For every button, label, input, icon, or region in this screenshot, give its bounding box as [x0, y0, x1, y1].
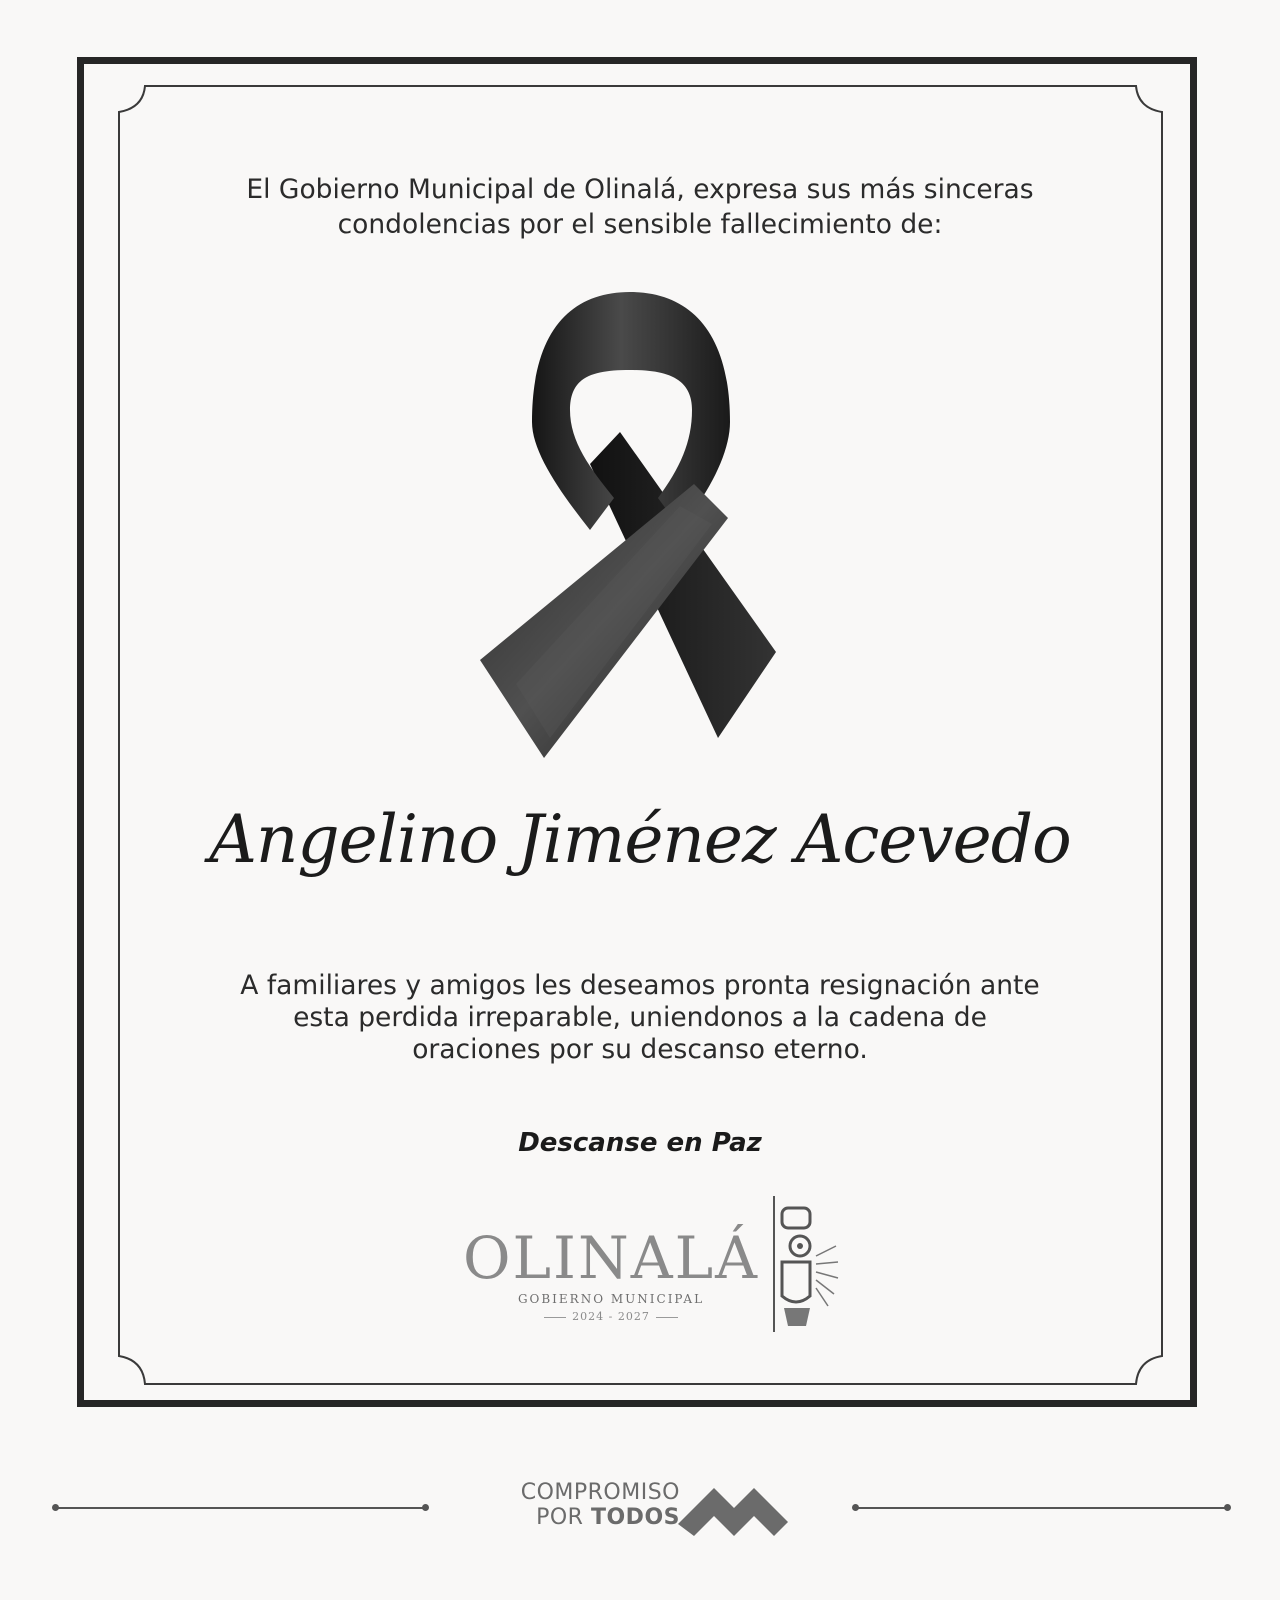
header-line-2: condolencias por el sensible fallecimiento de: — [337, 209, 943, 240]
message-line-1: A familiares y amigos les deseamos pronta resignación ante — [240, 970, 1040, 1001]
message-line-3: oraciones por su descanso eterno. — [412, 1034, 868, 1065]
compromiso-slogan — [480, 1480, 680, 1530]
footer-divider-right — [856, 1507, 1228, 1509]
slogan-line-1: COMPROMISO — [520, 1480, 680, 1505]
slogan-line-2: POR TODOS — [536, 1505, 680, 1530]
message-line-2: esta perdida irreparable, uniendonos a la cadena de — [293, 1002, 987, 1033]
condolence-header — [140, 172, 1140, 242]
logo-years-text: 2024 - 2027 — [572, 1310, 650, 1323]
deceased-name: Angelino Jiménez Acevedo — [209, 801, 1071, 878]
header-line-1: El Gobierno Municipal de Olinalá, expresa sus más sinceras — [246, 174, 1034, 205]
footer-dot — [422, 1504, 429, 1511]
logo-subtitle: GOBIERNO MUNICIPAL — [517, 1292, 705, 1306]
double-chevron-mountain-icon — [678, 1482, 788, 1538]
footer-dot — [52, 1504, 59, 1511]
indigenous-mask-emblem-icon — [770, 1196, 840, 1332]
footer-divider-left — [56, 1507, 426, 1509]
closing-phrase: Descanse en Paz — [518, 1128, 762, 1158]
footer-dot — [1224, 1504, 1231, 1511]
footer-dot — [852, 1504, 859, 1511]
logo-years — [456, 1310, 766, 1323]
olinala-logo-wordmark: OLINALÁ — [462, 1224, 759, 1292]
condolence-message — [150, 970, 1130, 1066]
black-ribbon-icon — [480, 292, 800, 758]
